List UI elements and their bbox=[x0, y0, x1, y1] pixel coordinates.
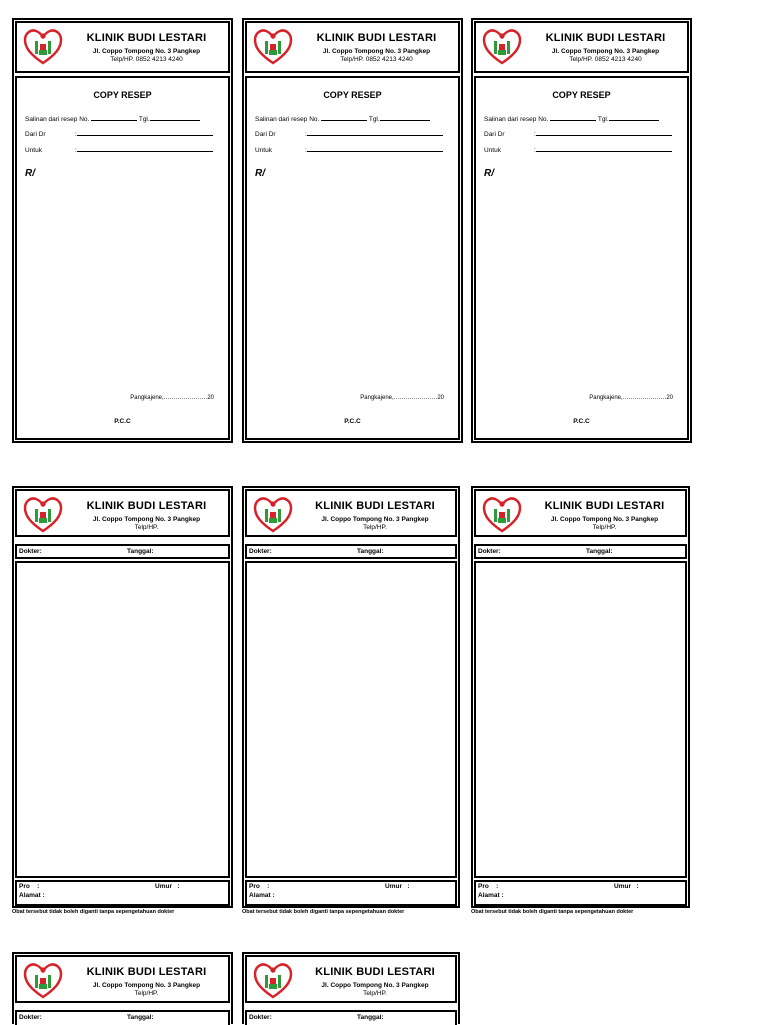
untuk-row: Untuk : bbox=[484, 144, 672, 154]
untuk-field[interactable] bbox=[536, 144, 672, 152]
dari-label: Dari Dr bbox=[25, 131, 46, 138]
tanggal-label: Tanggal: bbox=[127, 1014, 154, 1021]
clinic-logo-icon bbox=[482, 495, 522, 535]
untuk-field[interactable] bbox=[307, 144, 443, 152]
tgl-field[interactable] bbox=[609, 113, 659, 121]
place-date: Pangkajene,………………….20 bbox=[130, 395, 214, 401]
salinan-label: Salinan dari resep No. bbox=[25, 116, 90, 123]
clinic-logo-icon bbox=[23, 27, 63, 67]
clinic-name: KLINIK BUDI LESTARI bbox=[545, 32, 666, 44]
tanggal-label: Tanggal: bbox=[586, 548, 613, 555]
tgl-label: Tgl. bbox=[597, 116, 609, 123]
clinic-header bbox=[245, 489, 457, 537]
rx-symbol: R/ bbox=[25, 168, 35, 179]
copy-resep-title: COPY RESEP bbox=[93, 90, 152, 100]
clinic-phone: Telp/HP. bbox=[363, 524, 387, 531]
clinic-logo-icon bbox=[23, 495, 63, 535]
untuk-label: Untuk bbox=[25, 147, 42, 154]
doctor-note: Obat tersebut tidak boleh diganti tanpa sepengetahuan dokter bbox=[471, 909, 634, 915]
clinic-address: Jl. Coppo Tompong No. 3 Pangkep bbox=[551, 48, 660, 55]
clinic-address: Jl. Coppo Tompong No. 3 Pangkep bbox=[321, 982, 429, 989]
dari-field[interactable] bbox=[77, 128, 213, 136]
alamat-label: Alamat : bbox=[19, 892, 45, 899]
prescription-area[interactable] bbox=[245, 561, 457, 878]
clinic-address: Jl. Coppo Tompong No. 3 Pangkep bbox=[92, 516, 201, 523]
dari-field[interactable] bbox=[307, 128, 443, 136]
clinic-header bbox=[474, 21, 689, 73]
pcc-label: P.C.C bbox=[344, 418, 361, 425]
clinic-logo-icon bbox=[253, 27, 293, 67]
tgl-label: Tgl. bbox=[138, 116, 150, 123]
resep-number-field[interactable] bbox=[91, 113, 137, 121]
tanggal-label: Tanggal: bbox=[357, 1014, 384, 1021]
clinic-logo-icon bbox=[253, 961, 293, 1001]
pro-label: Pro : bbox=[478, 883, 499, 890]
untuk-label: Untuk bbox=[484, 147, 501, 154]
clinic-phone: Telp/HP. 0852 4213 4240 bbox=[340, 56, 413, 63]
dokter-label: Dokter: bbox=[249, 548, 272, 555]
clinic-name: KLINIK BUDI LESTARI bbox=[86, 966, 207, 978]
copy-resep-card-1 bbox=[12, 18, 233, 443]
clinic-logo-icon bbox=[482, 27, 522, 67]
rx-symbol: R/ bbox=[484, 168, 494, 179]
resep-card-5 bbox=[242, 952, 460, 1024]
pcc-label: P.C.C bbox=[114, 418, 131, 425]
umur-label: Umur : bbox=[614, 883, 639, 890]
tgl-field[interactable] bbox=[150, 113, 200, 121]
clinic-phone: Telp/HP. 0852 4213 4240 bbox=[110, 56, 183, 63]
copy-resep-title: COPY RESEP bbox=[552, 90, 611, 100]
doctor-note: Obat tersebut tidak boleh diganti tanpa sepengetahuan dokter bbox=[12, 909, 175, 915]
dari-row: Dari Dr : bbox=[25, 128, 213, 138]
dari-label: Dari Dr bbox=[484, 131, 505, 138]
clinic-address: Jl. Coppo Tompong No. 3 Pangkep bbox=[550, 516, 659, 523]
clinic-header bbox=[245, 955, 457, 1003]
dari-row: Dari Dr : bbox=[484, 128, 672, 138]
clinic-header bbox=[474, 489, 687, 537]
tgl-label: Tgl. bbox=[368, 116, 380, 123]
resep-card-4 bbox=[12, 952, 233, 1024]
salinan-label: Salinan dari resep No. bbox=[484, 116, 549, 123]
clinic-logo-icon bbox=[253, 495, 293, 535]
untuk-field[interactable] bbox=[77, 144, 213, 152]
tgl-field[interactable] bbox=[380, 113, 430, 121]
clinic-address: Jl. Coppo Tompong No. 3 Pangkep bbox=[321, 516, 429, 523]
dokter-label: Dokter: bbox=[19, 548, 42, 555]
clinic-phone: Telp/HP. bbox=[363, 990, 387, 997]
resep-number-field[interactable] bbox=[321, 113, 367, 121]
clinic-name: KLINIK BUDI LESTARI bbox=[315, 500, 435, 512]
copy-resep-card-2 bbox=[242, 18, 463, 443]
untuk-label: Untuk bbox=[255, 147, 272, 154]
clinic-phone: Telp/HP. bbox=[134, 524, 159, 531]
dari-field[interactable] bbox=[536, 128, 672, 136]
resep-card-1 bbox=[12, 486, 233, 908]
resep-card-3 bbox=[471, 486, 690, 908]
clinic-header bbox=[15, 489, 230, 537]
prescription-area[interactable] bbox=[15, 561, 230, 878]
clinic-header bbox=[15, 21, 230, 73]
dari-label: Dari Dr bbox=[255, 131, 276, 138]
clinic-phone: Telp/HP. bbox=[134, 990, 159, 997]
clinic-phone: Telp/HP. bbox=[592, 524, 617, 531]
clinic-address: Jl. Coppo Tompong No. 3 Pangkep bbox=[92, 48, 201, 55]
place-date: Pangkajene,………………….20 bbox=[589, 395, 673, 401]
copy-resep-title: COPY RESEP bbox=[323, 90, 382, 100]
pro-label: Pro : bbox=[249, 883, 270, 890]
tanggal-label: Tanggal: bbox=[357, 548, 384, 555]
copy-resep-card-3 bbox=[471, 18, 692, 443]
dokter-tanggal-row[interactable] bbox=[245, 1010, 457, 1025]
resep-card-2 bbox=[242, 486, 460, 908]
clinic-phone: Telp/HP. 0852 4213 4240 bbox=[569, 56, 642, 63]
clinic-name: KLINIK BUDI LESTARI bbox=[86, 32, 207, 44]
clinic-address: Jl. Coppo Tompong No. 3 Pangkep bbox=[322, 48, 431, 55]
clinic-name: KLINIK BUDI LESTARI bbox=[86, 500, 207, 512]
dokter-label: Dokter: bbox=[249, 1014, 272, 1021]
pro-label: Pro : bbox=[19, 883, 40, 890]
salinan-row bbox=[484, 113, 659, 123]
doctor-note: Obat tersebut tidak boleh diganti tanpa sepengetahuan dokter bbox=[242, 909, 405, 915]
salinan-row bbox=[255, 113, 430, 123]
untuk-row: Untuk : bbox=[25, 144, 213, 154]
alamat-label: Alamat : bbox=[478, 892, 504, 899]
untuk-row: Untuk : bbox=[255, 144, 443, 154]
dokter-tanggal-row[interactable] bbox=[245, 544, 457, 559]
resep-number-field[interactable] bbox=[550, 113, 596, 121]
dokter-tanggal-row[interactable] bbox=[15, 1010, 230, 1025]
dari-row: Dari Dr : bbox=[255, 128, 443, 138]
clinic-header bbox=[245, 21, 460, 73]
patient-row[interactable] bbox=[245, 880, 457, 906]
clinic-name: KLINIK BUDI LESTARI bbox=[316, 32, 437, 44]
patient-row[interactable] bbox=[474, 880, 687, 906]
umur-label: Umur : bbox=[155, 883, 180, 890]
pcc-label: P.C.C bbox=[573, 418, 590, 425]
tanggal-label: Tanggal: bbox=[127, 548, 154, 555]
salinan-label: Salinan dari resep No. bbox=[255, 116, 320, 123]
place-date: Pangkajene,………………….20 bbox=[360, 395, 444, 401]
rx-symbol: R/ bbox=[255, 168, 265, 179]
salinan-row bbox=[25, 113, 200, 123]
clinic-header bbox=[15, 955, 230, 1003]
clinic-name: KLINIK BUDI LESTARI bbox=[315, 966, 435, 978]
patient-row[interactable] bbox=[15, 880, 230, 906]
dokter-tanggal-row[interactable] bbox=[474, 544, 687, 559]
copy-resep-body bbox=[15, 76, 230, 440]
clinic-name: KLINIK BUDI LESTARI bbox=[544, 500, 665, 512]
umur-label: Umur : bbox=[385, 883, 410, 890]
clinic-logo-icon bbox=[23, 961, 63, 1001]
copy-resep-body bbox=[474, 76, 689, 440]
dokter-tanggal-row[interactable] bbox=[15, 544, 230, 559]
dokter-label: Dokter: bbox=[19, 1014, 42, 1021]
prescription-area[interactable] bbox=[474, 561, 687, 878]
dokter-label: Dokter: bbox=[478, 548, 501, 555]
alamat-label: Alamat : bbox=[249, 892, 275, 899]
clinic-address: Jl. Coppo Tompong No. 3 Pangkep bbox=[92, 982, 201, 989]
copy-resep-body bbox=[245, 76, 460, 440]
